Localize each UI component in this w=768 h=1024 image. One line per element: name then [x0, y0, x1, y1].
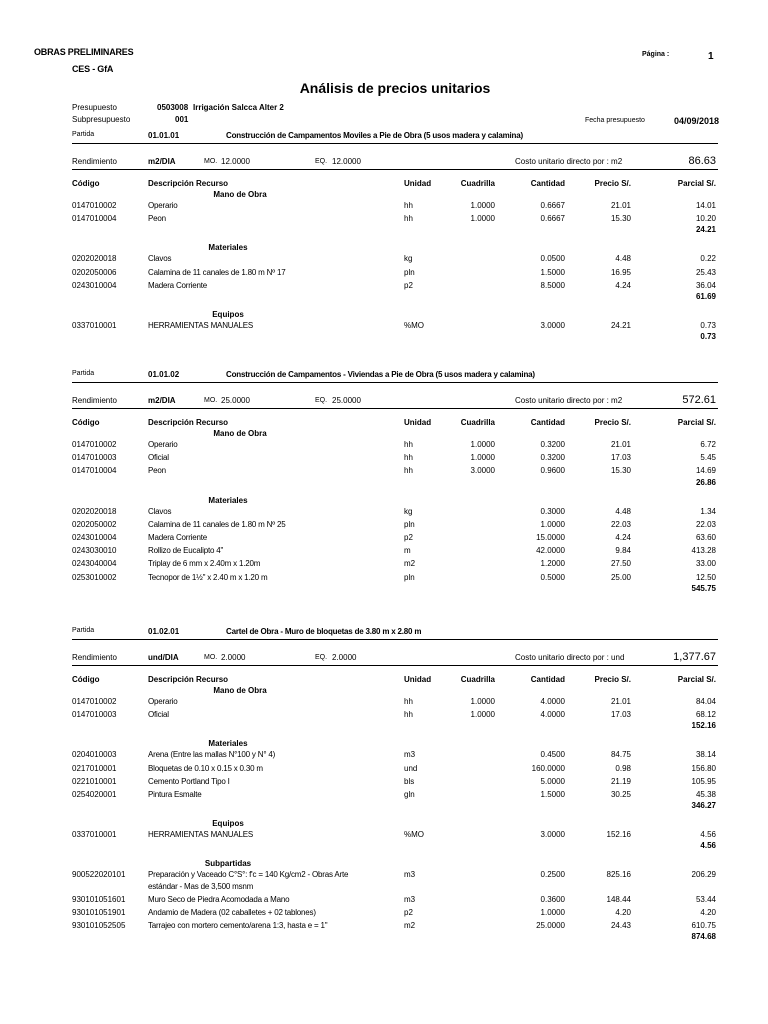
row-parcial: 5.45: [700, 453, 716, 463]
row-description: Andamio de Madera (02 caballetes + 02 tablones): [148, 908, 316, 917]
row-precio: 152.16: [606, 830, 631, 840]
row-cantidad: 0.0500: [540, 254, 565, 264]
row-precio: 84.75: [610, 750, 631, 760]
row-precio: 15.30: [610, 466, 631, 476]
row-description: Calamina de 11 canales de 1.80 m Nº 25: [148, 519, 286, 529]
group-title: Equipos: [212, 819, 244, 829]
page-label: Página :: [642, 51, 670, 58]
row-code: 0217010001: [72, 763, 117, 773]
costo-unitario-value: 1,377.67: [673, 651, 716, 663]
row-precio: 24.21: [610, 321, 631, 330]
group-title: Materiales: [208, 739, 248, 749]
costo-unitario-value: 572.61: [682, 394, 716, 406]
row-code: 0202020018: [72, 254, 117, 264]
row-code: 0147010003: [72, 710, 117, 720]
row-description: Oficial: [148, 453, 169, 463]
col-header-unidad: Unidad: [404, 418, 432, 427]
eq-value: 12.0000: [332, 157, 361, 166]
eq-label: EQ.: [315, 654, 328, 661]
row-parcial: 156.80: [691, 763, 716, 773]
header-divider: [72, 408, 718, 409]
group-total: 61.69: [695, 292, 716, 301]
row-cantidad: 1.5000: [540, 267, 565, 277]
row-description: Clavos: [148, 506, 172, 516]
row-parcial: 36.04: [695, 280, 716, 290]
row-description: Calamina de 11 canales de 1.80 m Nº 17: [148, 267, 286, 277]
row-cantidad: 0.3000: [540, 506, 565, 516]
row-code: 0337010001: [72, 830, 117, 840]
row-parcial: 206.29: [691, 870, 716, 880]
row-description-cont: estándar - Mas de 3,500 msnm: [148, 881, 254, 891]
row-unit: bls: [404, 776, 415, 786]
row-cantidad: 42.0000: [536, 546, 565, 556]
partida-code: 01.01.02: [148, 370, 180, 379]
header-divider: [72, 665, 718, 666]
section-divider: [72, 382, 718, 383]
page-title: Análisis de precios unitarios: [299, 80, 491, 96]
mo-label: MO.: [204, 158, 218, 165]
col-header-descripcion: Descripción Recurso: [148, 418, 229, 427]
row-cuadrilla: 1.0000: [470, 201, 495, 210]
rendimiento-unit: und/DIA: [148, 653, 179, 662]
row-precio: 15.30: [610, 214, 631, 224]
row-code: 930101051601: [72, 894, 126, 904]
row-precio: 825.16: [606, 870, 631, 880]
col-header-cuadrilla: Cuadrilla: [460, 418, 495, 427]
row-code: 900522020101: [72, 870, 126, 880]
row-cantidad: 0.3200: [540, 453, 565, 463]
row-description: Clavos: [148, 254, 172, 264]
row-parcial: 53.44: [695, 894, 716, 904]
row-code: 930101052505: [72, 921, 126, 931]
row-unit: hh: [404, 214, 413, 224]
row-cantidad: 0.5000: [540, 572, 565, 582]
row-unit: p2: [404, 908, 413, 917]
header-divider: [72, 169, 718, 170]
group-title: Materiales: [208, 243, 248, 253]
col-header-precio: Precio S/.: [594, 418, 631, 427]
row-description: Bloquetas de 0.10 x 0.15 x 0.30 m: [148, 763, 263, 773]
row-precio: 24.43: [610, 921, 631, 931]
row-parcial: 105.95: [691, 776, 716, 786]
row-parcial: 63.60: [695, 533, 716, 542]
row-parcial: 22.03: [695, 519, 716, 529]
row-unit: m3: [404, 750, 416, 760]
partida-code: 01.02.01: [148, 627, 180, 636]
row-cuadrilla: 1.0000: [470, 697, 495, 706]
row-unit: kg: [404, 506, 413, 516]
col-header-parcial: Parcial S/.: [677, 418, 716, 427]
row-precio: 148.44: [606, 894, 631, 904]
row-cantidad: 1.2000: [540, 559, 565, 569]
row-code: 0243040004: [72, 559, 117, 569]
group-total: 346.27: [691, 801, 716, 811]
col-header-unidad: Unidad: [404, 675, 432, 684]
section-divider: [72, 143, 718, 144]
row-unit: m3: [404, 870, 416, 880]
row-parcial: 1.34: [700, 506, 716, 516]
row-cantidad: 25.0000: [536, 921, 565, 931]
row-parcial: 68.12: [695, 710, 716, 720]
mo-value: 25.0000: [221, 396, 250, 405]
row-description: Operario: [148, 440, 178, 449]
row-description: Rollizo de Eucalipto 4": [148, 546, 224, 556]
partida-label: Partida: [72, 131, 95, 138]
row-unit: %MO: [404, 830, 424, 840]
eq-label: EQ.: [315, 397, 328, 404]
row-cantidad: 15.0000: [536, 533, 565, 542]
col-header-parcial: Parcial S/.: [677, 675, 716, 684]
row-cantidad: 3.0000: [540, 830, 565, 840]
group-title: Mano de Obra: [213, 190, 267, 199]
row-description: Triplay de 6 mm x 2.40m x 1.20m: [148, 559, 261, 569]
partida-description: Construcción de Campamentos - Viviendas a Pie de Obra (5 usos madera y calamina): [226, 370, 535, 379]
row-parcial: 12.50: [695, 572, 716, 582]
row-unit: m: [404, 546, 411, 556]
row-precio: 17.03: [610, 710, 631, 720]
row-unit: %MO: [404, 321, 424, 330]
row-cantidad: 0.6667: [540, 214, 565, 224]
col-header-unidad: Unidad: [404, 179, 432, 188]
col-header-cantidad: Cantidad: [530, 675, 565, 684]
row-unit: hh: [404, 453, 413, 463]
row-code: 0202050006: [72, 267, 117, 277]
costo-unitario-label: Costo unitario directo por : m2: [515, 396, 623, 405]
row-description: HERRAMIENTAS MANUALES: [148, 830, 254, 840]
presupuesto-label: Presupuesto: [72, 103, 117, 112]
row-parcial: 0.73: [700, 321, 716, 330]
row-precio: 4.20: [615, 908, 631, 917]
group-total: 545.75: [691, 583, 716, 593]
presupuesto-name: Irrigación Salcca Alter 2: [193, 103, 284, 112]
row-parcial: 4.20: [700, 908, 716, 917]
col-header-cuadrilla: Cuadrilla: [460, 675, 495, 684]
presupuesto-code: 0503008: [157, 103, 189, 112]
row-code: 0147010002: [72, 697, 117, 706]
row-cantidad: 160.0000: [531, 763, 565, 773]
row-code: 0337010001: [72, 321, 117, 330]
subpresupuesto-label: Subpresupuesto: [72, 115, 131, 124]
row-parcial: 413.28: [691, 546, 716, 556]
row-precio: 27.50: [610, 559, 631, 569]
rendimiento-label: Rendimiento: [72, 396, 117, 405]
row-cantidad: 4.0000: [540, 697, 565, 706]
row-unit: m3: [404, 894, 416, 904]
company-name: OBRAS PRELIMINARES: [34, 47, 134, 57]
row-parcial: 84.04: [695, 697, 716, 706]
row-parcial: 0.22: [700, 254, 716, 264]
row-description: Madera Corriente: [148, 533, 208, 542]
row-code: 0253010002: [72, 572, 117, 582]
group-total: 26.86: [695, 477, 716, 487]
row-parcial: 14.69: [695, 466, 716, 476]
col-header-descripcion: Descripción Recurso: [148, 179, 229, 188]
rendimiento-label: Rendimiento: [72, 653, 117, 662]
eq-label: EQ.: [315, 158, 328, 165]
row-description: Arena (Entre las mallas N°100 y N° 4): [148, 750, 276, 760]
row-code: 0243030010: [72, 546, 117, 556]
row-cantidad: 4.0000: [540, 710, 565, 720]
row-description: Muro Seco de Piedra Acomodada a Mano: [148, 894, 290, 904]
mo-value: 12.0000: [221, 157, 250, 166]
col-header-cuadrilla: Cuadrilla: [460, 179, 495, 188]
row-cuadrilla: 1.0000: [470, 453, 495, 463]
costo-unitario-label: Costo unitario directo por : m2: [515, 157, 623, 166]
row-unit: pln: [404, 572, 415, 582]
mo-value: 2.0000: [221, 653, 246, 662]
row-cantidad: 0.6667: [540, 201, 565, 210]
row-unit: p2: [404, 533, 413, 542]
row-code: 0221010001: [72, 776, 117, 786]
group-total: 874.68: [691, 932, 716, 942]
subpresupuesto-code: 001: [175, 115, 189, 124]
row-description: Operario: [148, 697, 178, 706]
row-description: HERRAMIENTAS MANUALES: [148, 321, 254, 330]
row-code: 0204010003: [72, 750, 117, 760]
group-title: Mano de Obra: [213, 686, 267, 695]
row-code: 930101051901: [72, 908, 126, 917]
group-title: Subpartidas: [204, 859, 252, 869]
row-code: 0147010002: [72, 440, 117, 449]
row-precio: 9.84: [615, 546, 631, 556]
row-unit: m2: [404, 921, 416, 931]
row-code: 0147010003: [72, 453, 117, 463]
row-parcial: 10.20: [695, 214, 716, 224]
row-precio: 22.03: [610, 519, 631, 529]
eq-value: 2.0000: [332, 653, 357, 662]
row-unit: m2: [404, 559, 416, 569]
row-unit: hh: [404, 710, 413, 720]
row-parcial: 610.75: [691, 921, 716, 931]
eq-value: 25.0000: [332, 396, 361, 405]
col-header-descripcion: Descripción Recurso: [148, 675, 229, 684]
row-description: Pintura Esmalte: [148, 790, 202, 799]
row-unit: pln: [404, 519, 415, 529]
row-precio: 4.48: [615, 506, 631, 516]
mo-label: MO.: [204, 397, 218, 404]
row-code: 0202020018: [72, 506, 117, 516]
row-description: Preparación y Vaceado C°S°: f'c = 140 Kg/cm2 - Obras Arte: [148, 870, 349, 880]
row-description: Peon: [148, 466, 166, 476]
row-cuadrilla: 1.0000: [470, 440, 495, 449]
row-parcial: 4.56: [700, 830, 716, 840]
row-cantidad: 1.5000: [540, 790, 565, 799]
col-header-codigo: Código: [72, 179, 100, 188]
fecha-value: 04/09/2018: [674, 116, 720, 126]
row-code: 0147010002: [72, 201, 117, 210]
mo-label: MO.: [204, 654, 218, 661]
row-precio: 25.00: [610, 572, 631, 582]
row-cantidad: 3.0000: [540, 321, 565, 330]
row-parcial: 38.14: [695, 750, 716, 760]
row-cantidad: 5.0000: [540, 776, 565, 786]
fecha-label: Fecha presupuesto: [585, 117, 645, 124]
row-precio: 21.01: [610, 440, 631, 449]
row-unit: kg: [404, 254, 413, 264]
row-unit: p2: [404, 280, 413, 290]
group-title: Mano de Obra: [213, 429, 267, 438]
rendimiento-unit: m2/DIA: [148, 157, 176, 166]
row-code: 0147010004: [72, 466, 117, 476]
rendimiento-unit: m2/DIA: [148, 396, 176, 405]
row-precio: 4.48: [615, 254, 631, 264]
row-cantidad: 0.2500: [540, 870, 565, 880]
row-parcial: 45.38: [695, 790, 716, 799]
row-parcial: 25.43: [695, 267, 716, 277]
row-cantidad: 0.3600: [540, 894, 565, 904]
col-header-precio: Precio S/.: [594, 675, 631, 684]
row-cuadrilla: 1.0000: [470, 214, 495, 224]
row-precio: 21.01: [610, 201, 631, 210]
row-description: Cemento Portland Tipo I: [148, 776, 230, 786]
row-unit: hh: [404, 697, 413, 706]
partida-label: Partida: [72, 370, 95, 377]
row-cantidad: 0.4500: [540, 750, 565, 760]
row-code: 0147010004: [72, 214, 117, 224]
group-title: Materiales: [208, 495, 248, 505]
row-precio: 21.19: [610, 776, 631, 786]
row-code: 0202050002: [72, 519, 117, 529]
row-description: Peon: [148, 214, 166, 224]
col-header-codigo: Código: [72, 418, 100, 427]
row-description: Madera Corriente: [148, 280, 208, 290]
row-description: Tarrajeo con mortero cemento/arena 1:3, hasta e = 1": [148, 921, 328, 931]
row-unit: hh: [404, 466, 413, 476]
row-precio: 4.24: [615, 280, 631, 290]
section-divider: [72, 639, 718, 640]
row-precio: 16.95: [610, 267, 631, 277]
row-precio: 4.24: [615, 533, 631, 542]
col-header-precio: Precio S/.: [594, 179, 631, 188]
row-cantidad: 8.5000: [540, 280, 565, 290]
row-cantidad: 1.0000: [540, 908, 565, 917]
row-precio: 0.98: [615, 763, 631, 773]
row-description: Oficial: [148, 710, 169, 720]
row-precio: 21.01: [610, 697, 631, 706]
partida-description: Construcción de Campamentos Moviles a Pie de Obra (5 usos madera y calamina): [226, 131, 523, 140]
row-precio: 30.25: [610, 790, 631, 799]
row-cuadrilla: 3.0000: [470, 466, 495, 476]
col-header-cantidad: Cantidad: [530, 418, 565, 427]
group-total: 152.16: [691, 721, 716, 731]
row-description: Operario: [148, 201, 178, 210]
costo-unitario-value: 86.63: [688, 155, 716, 167]
row-parcial: 6.72: [700, 440, 716, 449]
row-cantidad: 0.3200: [540, 440, 565, 449]
row-code: 0254020001: [72, 790, 117, 799]
group-title: Equipos: [212, 310, 244, 319]
row-unit: gln: [404, 790, 415, 799]
company-subtitle: CES - GfA: [72, 64, 114, 74]
row-cantidad: 1.0000: [540, 519, 565, 529]
group-total: 0.73: [700, 332, 716, 342]
row-unit: und: [404, 763, 418, 773]
costo-unitario-label: Costo unitario directo por : und: [515, 653, 625, 662]
group-total: 24.21: [695, 225, 716, 235]
row-cuadrilla: 1.0000: [470, 710, 495, 720]
row-unit: pln: [404, 267, 415, 277]
col-header-cantidad: Cantidad: [530, 179, 565, 188]
row-parcial: 14.01: [695, 201, 716, 210]
partida-label: Partida: [72, 627, 95, 634]
col-header-codigo: Código: [72, 675, 100, 684]
partida-description: Cartel de Obra - Muro de bloquetas de 3.80 m x 2.80 m: [226, 627, 422, 636]
row-precio: 17.03: [610, 453, 631, 463]
row-unit: hh: [404, 440, 413, 449]
partida-code: 01.01.01: [148, 131, 180, 140]
row-description: Tecnopor de 1½" x 2.40 m x 1.20 m: [148, 572, 268, 582]
row-cantidad: 0.9600: [540, 466, 565, 476]
page-number: 1: [708, 51, 714, 62]
group-total: 4.56: [700, 841, 716, 851]
row-parcial: 33.00: [695, 559, 716, 569]
row-unit: hh: [404, 201, 413, 210]
row-code: 0243010004: [72, 533, 117, 542]
col-header-parcial: Parcial S/.: [677, 179, 716, 188]
rendimiento-label: Rendimiento: [72, 157, 117, 166]
row-code: 0243010004: [72, 280, 117, 290]
